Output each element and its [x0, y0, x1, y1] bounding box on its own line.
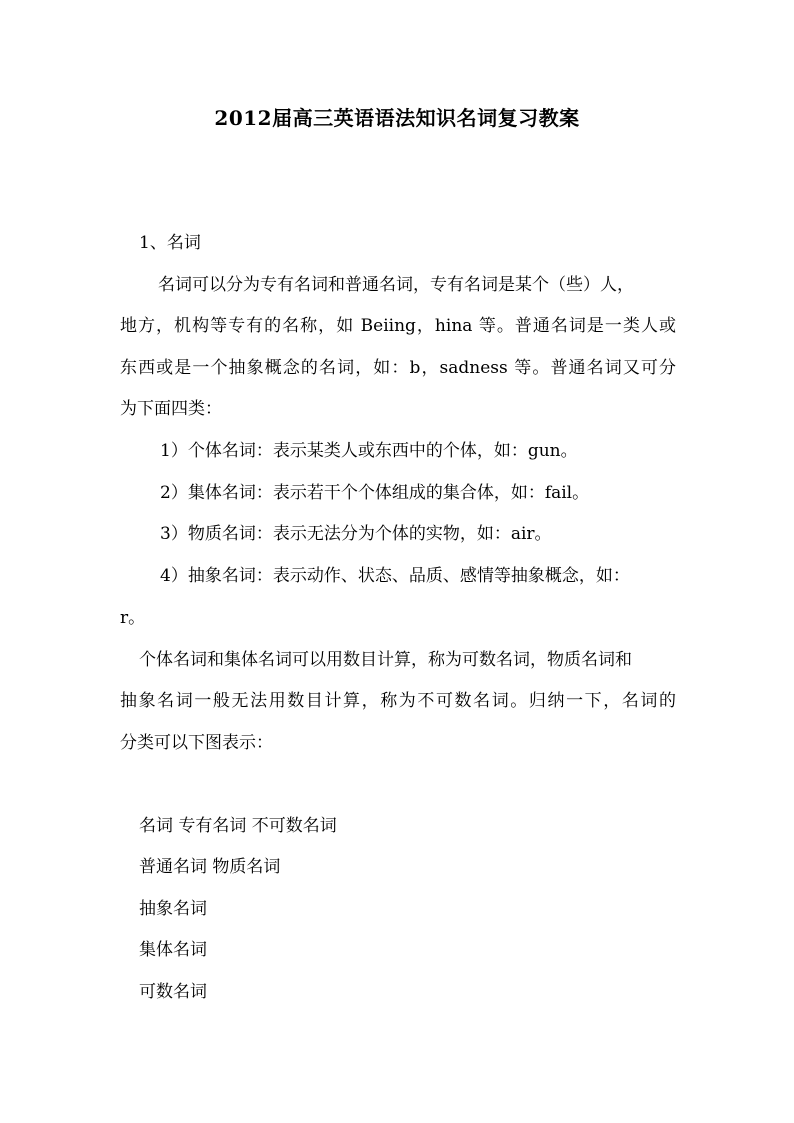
intro-line-1: 名词可以分为专有名词和普通名词，专有名词是某个（些）人，	[158, 275, 634, 295]
summary-line-2: 抽象名词一般无法用数目计算，称为不可数名词。归纳一下，名词的	[120, 691, 676, 711]
document-title: 2012届高三英语语法知识名词复习教案	[214, 106, 580, 130]
intro-line-2: 地方，机构等专有的名称，如 Beiing，hina 等。普通名词是一类人或	[120, 316, 676, 336]
category-item-2: 2）集体名词：表示若干个个体组成的集合体，如：fail。	[160, 483, 590, 503]
diagram-line-4: 集体名词	[139, 940, 207, 960]
category-item-4: 4）抽象名词：表示动作、状态、品质、感情等抽象概念，如：	[160, 566, 630, 586]
category-item-1: 1）个体名词：表示某类人或东西中的个体，如：gun。	[160, 441, 578, 461]
diagram-line-2: 普通名词 物质名词	[139, 857, 281, 877]
intro-line-3: 东西或是一个抽象概念的名词，如：b，sadness 等。普通名词又可分	[120, 358, 676, 378]
category-item-3: 3）物质名词：表示无法分为个体的实物，如：air。	[160, 524, 552, 544]
diagram-line-1: 名词 专有名词 不可数名词	[139, 816, 337, 836]
category-item-4-continuation: r。	[120, 608, 146, 628]
diagram-line-5: 可数名词	[139, 982, 207, 1002]
intro-line-4: 为下面四类：	[120, 399, 222, 419]
section-heading: 1、名词	[139, 233, 201, 253]
summary-line-1: 个体名词和集体名词可以用数目计算，称为可数名词，物质名词和	[139, 650, 632, 670]
summary-line-3: 分类可以下图表示：	[120, 733, 273, 753]
diagram-line-3: 抽象名词	[139, 899, 207, 919]
